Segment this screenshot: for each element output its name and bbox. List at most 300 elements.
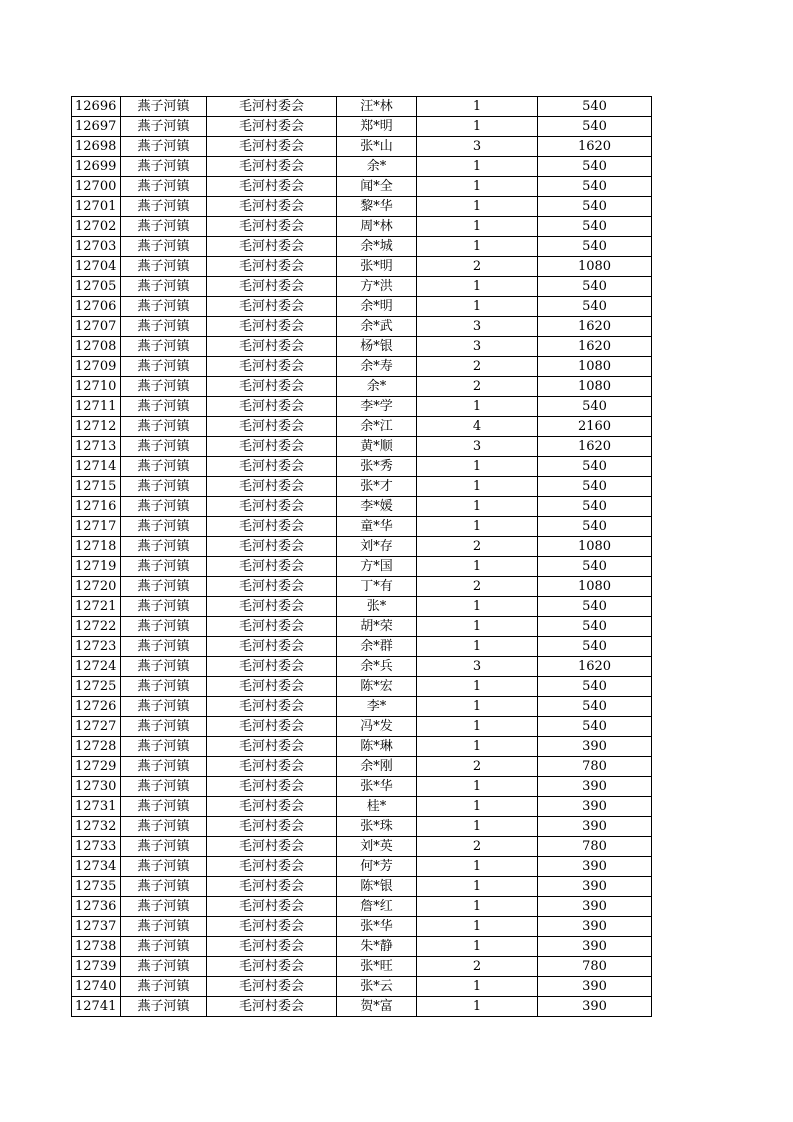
table-row <box>72 297 652 317</box>
name-cell: 陈*银 <box>337 877 417 897</box>
count-cell: 3 <box>417 317 538 337</box>
count-cell: 1 <box>417 997 538 1017</box>
town-cell: 燕子河镇 <box>121 617 207 637</box>
row-id-cell: 12723 <box>72 637 121 657</box>
row-id-cell: 12713 <box>72 437 121 457</box>
amount-cell: 1080 <box>538 257 652 277</box>
village-cell: 毛河村委会 <box>207 717 337 737</box>
name-cell: 余*群 <box>337 637 417 657</box>
town-cell: 燕子河镇 <box>121 917 207 937</box>
village-cell: 毛河村委会 <box>207 537 337 557</box>
amount-cell: 540 <box>538 597 652 617</box>
table-row <box>72 217 652 237</box>
village-cell: 毛河村委会 <box>207 237 337 257</box>
amount-cell: 1620 <box>538 437 652 457</box>
count-cell: 1 <box>417 697 538 717</box>
table-row <box>72 817 652 837</box>
village-cell: 毛河村委会 <box>207 737 337 757</box>
amount-cell: 1080 <box>538 577 652 597</box>
town-cell: 燕子河镇 <box>121 757 207 777</box>
count-cell: 1 <box>417 597 538 617</box>
table-row <box>72 717 652 737</box>
village-cell: 毛河村委会 <box>207 417 337 437</box>
amount-cell: 390 <box>538 797 652 817</box>
count-cell: 2 <box>417 577 538 597</box>
row-id-cell: 12704 <box>72 257 121 277</box>
amount-cell: 390 <box>538 917 652 937</box>
name-cell: 方*洪 <box>337 277 417 297</box>
table-row <box>72 697 652 717</box>
table-row <box>72 157 652 177</box>
count-cell: 1 <box>417 277 538 297</box>
name-cell: 张*华 <box>337 777 417 797</box>
name-cell: 张*华 <box>337 917 417 937</box>
row-id-cell: 12714 <box>72 457 121 477</box>
table-body <box>72 97 652 1017</box>
row-id-cell: 12700 <box>72 177 121 197</box>
name-cell: 余* <box>337 157 417 177</box>
village-cell: 毛河村委会 <box>207 437 337 457</box>
amount-cell: 1620 <box>538 137 652 157</box>
amount-cell: 540 <box>538 457 652 477</box>
town-cell: 燕子河镇 <box>121 577 207 597</box>
name-cell: 童*华 <box>337 517 417 537</box>
town-cell: 燕子河镇 <box>121 497 207 517</box>
town-cell: 燕子河镇 <box>121 257 207 277</box>
village-cell: 毛河村委会 <box>207 757 337 777</box>
row-id-cell: 12709 <box>72 357 121 377</box>
name-cell: 张*山 <box>337 137 417 157</box>
row-id-cell: 12708 <box>72 337 121 357</box>
table-row <box>72 497 652 517</box>
amount-cell: 540 <box>538 637 652 657</box>
amount-cell: 540 <box>538 117 652 137</box>
row-id-cell: 12730 <box>72 777 121 797</box>
table-row <box>72 917 652 937</box>
count-cell: 1 <box>417 917 538 937</box>
name-cell: 黄*顺 <box>337 437 417 457</box>
table-row <box>72 997 652 1017</box>
count-cell: 1 <box>417 297 538 317</box>
name-cell: 余* <box>337 377 417 397</box>
village-cell: 毛河村委会 <box>207 797 337 817</box>
row-id-cell: 12720 <box>72 577 121 597</box>
count-cell: 1 <box>417 477 538 497</box>
town-cell: 燕子河镇 <box>121 397 207 417</box>
row-id-cell: 12717 <box>72 517 121 537</box>
count-cell: 1 <box>417 857 538 877</box>
row-id-cell: 12726 <box>72 697 121 717</box>
village-cell: 毛河村委会 <box>207 877 337 897</box>
village-cell: 毛河村委会 <box>207 397 337 417</box>
count-cell: 1 <box>417 717 538 737</box>
town-cell: 燕子河镇 <box>121 937 207 957</box>
town-cell: 燕子河镇 <box>121 897 207 917</box>
town-cell: 燕子河镇 <box>121 157 207 177</box>
town-cell: 燕子河镇 <box>121 477 207 497</box>
table-row <box>72 537 652 557</box>
town-cell: 燕子河镇 <box>121 977 207 997</box>
village-cell: 毛河村委会 <box>207 997 337 1017</box>
table-row <box>72 197 652 217</box>
town-cell: 燕子河镇 <box>121 217 207 237</box>
village-cell: 毛河村委会 <box>207 177 337 197</box>
town-cell: 燕子河镇 <box>121 297 207 317</box>
name-cell: 刘*存 <box>337 537 417 557</box>
row-id-cell: 12731 <box>72 797 121 817</box>
row-id-cell: 12728 <box>72 737 121 757</box>
amount-cell: 540 <box>538 497 652 517</box>
count-cell: 1 <box>417 237 538 257</box>
count-cell: 1 <box>417 557 538 577</box>
amount-cell: 540 <box>538 177 652 197</box>
table-row <box>72 457 652 477</box>
row-id-cell: 12718 <box>72 537 121 557</box>
amount-cell: 390 <box>538 777 652 797</box>
town-cell: 燕子河镇 <box>121 277 207 297</box>
row-id-cell: 12706 <box>72 297 121 317</box>
count-cell: 2 <box>417 257 538 277</box>
name-cell: 胡*荣 <box>337 617 417 637</box>
count-cell: 1 <box>417 937 538 957</box>
village-cell: 毛河村委会 <box>207 817 337 837</box>
name-cell: 闻*全 <box>337 177 417 197</box>
amount-cell: 540 <box>538 617 652 637</box>
name-cell: 朱*静 <box>337 937 417 957</box>
name-cell: 李*学 <box>337 397 417 417</box>
name-cell: 桂* <box>337 797 417 817</box>
amount-cell: 540 <box>538 557 652 577</box>
table-row <box>72 257 652 277</box>
amount-cell: 390 <box>538 977 652 997</box>
name-cell: 余*武 <box>337 317 417 337</box>
table-row <box>72 757 652 777</box>
village-cell: 毛河村委会 <box>207 97 337 117</box>
name-cell: 余*江 <box>337 417 417 437</box>
row-id-cell: 12707 <box>72 317 121 337</box>
amount-cell: 1080 <box>538 377 652 397</box>
town-cell: 燕子河镇 <box>121 817 207 837</box>
name-cell: 余*刚 <box>337 757 417 777</box>
village-cell: 毛河村委会 <box>207 777 337 797</box>
count-cell: 1 <box>417 877 538 897</box>
table-row <box>72 437 652 457</box>
village-cell: 毛河村委会 <box>207 157 337 177</box>
town-cell: 燕子河镇 <box>121 717 207 737</box>
name-cell: 刘*英 <box>337 837 417 857</box>
count-cell: 1 <box>417 897 538 917</box>
village-cell: 毛河村委会 <box>207 377 337 397</box>
row-id-cell: 12705 <box>72 277 121 297</box>
table-row <box>72 877 652 897</box>
count-cell: 2 <box>417 757 538 777</box>
count-cell: 1 <box>417 977 538 997</box>
town-cell: 燕子河镇 <box>121 537 207 557</box>
amount-cell: 540 <box>538 477 652 497</box>
count-cell: 2 <box>417 357 538 377</box>
town-cell: 燕子河镇 <box>121 597 207 617</box>
count-cell: 1 <box>417 497 538 517</box>
table-row <box>72 137 652 157</box>
amount-cell: 540 <box>538 97 652 117</box>
name-cell: 张*秀 <box>337 457 417 477</box>
village-cell: 毛河村委会 <box>207 917 337 937</box>
name-cell: 詹*红 <box>337 897 417 917</box>
village-cell: 毛河村委会 <box>207 977 337 997</box>
amount-cell: 390 <box>538 877 652 897</box>
name-cell: 张*明 <box>337 257 417 277</box>
amount-cell: 780 <box>538 837 652 857</box>
row-id-cell: 12699 <box>72 157 121 177</box>
table-row <box>72 797 652 817</box>
name-cell: 郑*明 <box>337 117 417 137</box>
town-cell: 燕子河镇 <box>121 117 207 137</box>
name-cell: 何*芳 <box>337 857 417 877</box>
row-id-cell: 12721 <box>72 597 121 617</box>
count-cell: 1 <box>417 157 538 177</box>
town-cell: 燕子河镇 <box>121 417 207 437</box>
count-cell: 1 <box>417 197 538 217</box>
table-row <box>72 937 652 957</box>
town-cell: 燕子河镇 <box>121 857 207 877</box>
count-cell: 1 <box>417 617 538 637</box>
row-id-cell: 12725 <box>72 677 121 697</box>
name-cell: 陈*宏 <box>337 677 417 697</box>
name-cell: 张*珠 <box>337 817 417 837</box>
table-row <box>72 597 652 617</box>
table-row <box>72 417 652 437</box>
row-id-cell: 12716 <box>72 497 121 517</box>
amount-cell: 540 <box>538 677 652 697</box>
table-row <box>72 477 652 497</box>
name-cell: 张* <box>337 597 417 617</box>
village-cell: 毛河村委会 <box>207 277 337 297</box>
table-row <box>72 657 652 677</box>
table-row <box>72 277 652 297</box>
name-cell: 方*国 <box>337 557 417 577</box>
count-cell: 1 <box>417 217 538 237</box>
town-cell: 燕子河镇 <box>121 177 207 197</box>
amount-cell: 540 <box>538 237 652 257</box>
row-id-cell: 12733 <box>72 837 121 857</box>
town-cell: 燕子河镇 <box>121 517 207 537</box>
town-cell: 燕子河镇 <box>121 197 207 217</box>
row-id-cell: 12697 <box>72 117 121 137</box>
row-id-cell: 12739 <box>72 957 121 977</box>
table-row <box>72 617 652 637</box>
row-id-cell: 12738 <box>72 937 121 957</box>
amount-cell: 540 <box>538 157 652 177</box>
count-cell: 1 <box>417 177 538 197</box>
village-cell: 毛河村委会 <box>207 857 337 877</box>
table-row <box>72 177 652 197</box>
name-cell: 余*城 <box>337 237 417 257</box>
amount-cell: 1080 <box>538 537 652 557</box>
town-cell: 燕子河镇 <box>121 97 207 117</box>
name-cell: 陈*琳 <box>337 737 417 757</box>
row-id-cell: 12740 <box>72 977 121 997</box>
village-cell: 毛河村委会 <box>207 457 337 477</box>
table-row <box>72 557 652 577</box>
table-row <box>72 977 652 997</box>
count-cell: 3 <box>417 657 538 677</box>
count-cell: 4 <box>417 417 538 437</box>
table-row <box>72 637 652 657</box>
village-cell: 毛河村委会 <box>207 597 337 617</box>
village-cell: 毛河村委会 <box>207 357 337 377</box>
row-id-cell: 12712 <box>72 417 121 437</box>
village-cell: 毛河村委会 <box>207 317 337 337</box>
village-cell: 毛河村委会 <box>207 577 337 597</box>
village-cell: 毛河村委会 <box>207 637 337 657</box>
count-cell: 3 <box>417 137 538 157</box>
name-cell: 贺*富 <box>337 997 417 1017</box>
row-id-cell: 12734 <box>72 857 121 877</box>
table-row <box>72 517 652 537</box>
town-cell: 燕子河镇 <box>121 137 207 157</box>
name-cell: 杨*银 <box>337 337 417 357</box>
village-cell: 毛河村委会 <box>207 697 337 717</box>
town-cell: 燕子河镇 <box>121 637 207 657</box>
count-cell: 1 <box>417 677 538 697</box>
amount-cell: 390 <box>538 817 652 837</box>
name-cell: 汪*林 <box>337 97 417 117</box>
row-id-cell: 12715 <box>72 477 121 497</box>
name-cell: 余*兵 <box>337 657 417 677</box>
amount-cell: 540 <box>538 397 652 417</box>
table-row <box>72 957 652 977</box>
count-cell: 2 <box>417 837 538 857</box>
village-cell: 毛河村委会 <box>207 197 337 217</box>
count-cell: 2 <box>417 537 538 557</box>
town-cell: 燕子河镇 <box>121 437 207 457</box>
count-cell: 1 <box>417 457 538 477</box>
amount-cell: 2160 <box>538 417 652 437</box>
town-cell: 燕子河镇 <box>121 457 207 477</box>
amount-cell: 540 <box>538 697 652 717</box>
count-cell: 2 <box>417 377 538 397</box>
town-cell: 燕子河镇 <box>121 697 207 717</box>
amount-cell: 1620 <box>538 317 652 337</box>
row-id-cell: 12711 <box>72 397 121 417</box>
village-cell: 毛河村委会 <box>207 137 337 157</box>
table-row <box>72 897 652 917</box>
village-cell: 毛河村委会 <box>207 117 337 137</box>
village-cell: 毛河村委会 <box>207 957 337 977</box>
amount-cell: 540 <box>538 217 652 237</box>
amount-cell: 540 <box>538 717 652 737</box>
row-id-cell: 12724 <box>72 657 121 677</box>
table-row <box>72 837 652 857</box>
village-cell: 毛河村委会 <box>207 477 337 497</box>
table-row <box>72 737 652 757</box>
town-cell: 燕子河镇 <box>121 877 207 897</box>
amount-cell: 390 <box>538 857 652 877</box>
name-cell: 李*媛 <box>337 497 417 517</box>
count-cell: 1 <box>417 797 538 817</box>
count-cell: 1 <box>417 117 538 137</box>
name-cell: 周*林 <box>337 217 417 237</box>
table-row <box>72 237 652 257</box>
name-cell: 丁*有 <box>337 577 417 597</box>
table-row <box>72 377 652 397</box>
village-cell: 毛河村委会 <box>207 257 337 277</box>
village-cell: 毛河村委会 <box>207 617 337 637</box>
village-cell: 毛河村委会 <box>207 677 337 697</box>
town-cell: 燕子河镇 <box>121 777 207 797</box>
amount-cell: 1620 <box>538 337 652 357</box>
name-cell: 李* <box>337 697 417 717</box>
table-row <box>72 777 652 797</box>
count-cell: 1 <box>417 777 538 797</box>
village-cell: 毛河村委会 <box>207 297 337 317</box>
town-cell: 燕子河镇 <box>121 237 207 257</box>
amount-cell: 1620 <box>538 657 652 677</box>
town-cell: 燕子河镇 <box>121 797 207 817</box>
data-table <box>71 96 652 1017</box>
village-cell: 毛河村委会 <box>207 897 337 917</box>
village-cell: 毛河村委会 <box>207 217 337 237</box>
count-cell: 1 <box>417 97 538 117</box>
count-cell: 3 <box>417 337 538 357</box>
row-id-cell: 12702 <box>72 217 121 237</box>
village-cell: 毛河村委会 <box>207 497 337 517</box>
row-id-cell: 12729 <box>72 757 121 777</box>
town-cell: 燕子河镇 <box>121 737 207 757</box>
count-cell: 3 <box>417 437 538 457</box>
row-id-cell: 12741 <box>72 997 121 1017</box>
row-id-cell: 12710 <box>72 377 121 397</box>
amount-cell: 780 <box>538 757 652 777</box>
row-id-cell: 12727 <box>72 717 121 737</box>
count-cell: 1 <box>417 397 538 417</box>
row-id-cell: 12736 <box>72 897 121 917</box>
count-cell: 2 <box>417 957 538 977</box>
amount-cell: 390 <box>538 897 652 917</box>
amount-cell: 540 <box>538 197 652 217</box>
table-row <box>72 397 652 417</box>
row-id-cell: 12698 <box>72 137 121 157</box>
name-cell: 冯*发 <box>337 717 417 737</box>
row-id-cell: 12701 <box>72 197 121 217</box>
amount-cell: 1080 <box>538 357 652 377</box>
count-cell: 1 <box>417 517 538 537</box>
amount-cell: 540 <box>538 517 652 537</box>
amount-cell: 390 <box>538 997 652 1017</box>
table-row <box>72 677 652 697</box>
name-cell: 黎*华 <box>337 197 417 217</box>
name-cell: 余*明 <box>337 297 417 317</box>
table-row <box>72 97 652 117</box>
count-cell: 1 <box>417 817 538 837</box>
amount-cell: 540 <box>538 277 652 297</box>
row-id-cell: 12696 <box>72 97 121 117</box>
row-id-cell: 12722 <box>72 617 121 637</box>
village-cell: 毛河村委会 <box>207 337 337 357</box>
row-id-cell: 12737 <box>72 917 121 937</box>
town-cell: 燕子河镇 <box>121 377 207 397</box>
amount-cell: 540 <box>538 297 652 317</box>
name-cell: 张*旺 <box>337 957 417 977</box>
town-cell: 燕子河镇 <box>121 557 207 577</box>
row-id-cell: 12703 <box>72 237 121 257</box>
name-cell: 张*云 <box>337 977 417 997</box>
village-cell: 毛河村委会 <box>207 657 337 677</box>
town-cell: 燕子河镇 <box>121 357 207 377</box>
town-cell: 燕子河镇 <box>121 997 207 1017</box>
town-cell: 燕子河镇 <box>121 677 207 697</box>
town-cell: 燕子河镇 <box>121 337 207 357</box>
